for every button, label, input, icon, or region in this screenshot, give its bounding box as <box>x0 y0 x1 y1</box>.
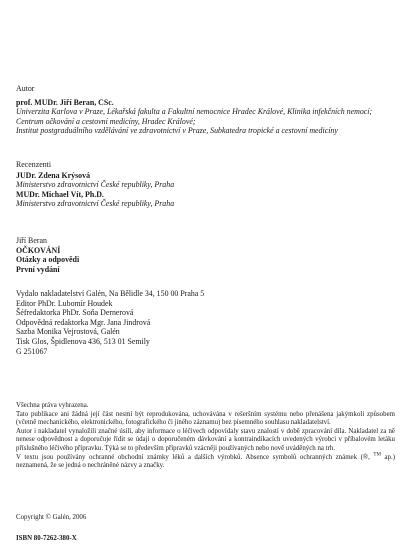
copyright <box>16 514 396 523</box>
reviewers-label: Recenzenti <box>16 160 52 169</box>
reproduction-notice: Tato publikace ani žádná její část nesmí být reprodukována, uchovávána v rešeršním systému nebo přenášena jakýmkoli způsobem (včetně mechanického, elektronického, fotografického či jiného záznamu) bez písemného souhlasu nakladatelství. <box>16 410 395 427</box>
book-author: Jiří Beran <box>16 236 47 245</box>
author-affiliation-1: Univerzita Karlova v Praze, Lékařská fakulta a Fakultní nemocnice Hradec Králové, Klinika infekčních nemocí; <box>16 107 373 117</box>
trademark-symbol: TM <box>373 452 381 458</box>
reviewer-1-affiliation: Ministerstvo zdravotnictví České republiky, Praha <box>16 180 175 190</box>
reviewer-2-name: MUDr. Michael Vít, Ph.D. <box>16 189 104 199</box>
chief-editor-line: Šéfredaktorka PhDr. Soňa Dernerová <box>16 308 134 318</box>
author-name: prof. MUDr. Jiří Beran, CSc. <box>16 97 114 107</box>
isbn-line: ISBN 80-7262-380-X <box>16 535 77 542</box>
rights-reserved: Všechna práva vyhrazena. <box>16 402 89 409</box>
typesetting-line: Sazba Monika Vejrostová, Galén <box>16 327 120 337</box>
author-affiliation-3: Institut postgraduálního vzdělávání ve zdravotnictví v Praze, Subkatedra tropické a cestovní medicíny <box>16 126 338 136</box>
editor-line: Editor PhDr. Lubomír Houdek <box>16 298 113 308</box>
reviewer-1-name: JUDr. Zdena Krýsová <box>16 170 91 180</box>
printer-line: Tisk Glos, Špidlenova 436, 513 01 Semily <box>16 336 150 346</box>
publisher-line: Vydalo nakladatelství Galén, Na Bělidle 34, 150 00 Praha 5 <box>16 289 205 298</box>
copyright-line: Copyright © Galén, 2006 <box>16 514 87 521</box>
trademark-notice-text-2: ap.) neznamená, že se jedná o nechráněné názvy a značky. <box>16 453 395 470</box>
author-label: Autor <box>16 84 35 93</box>
legal-notice <box>16 402 395 471</box>
reviewers-section <box>16 160 396 209</box>
trademark-notice-text-1: V textu jsou používány ochranné obchodní známky léků a dalších výrobků. Absence symbolů ochranných známek (®, <box>16 453 374 461</box>
drug-information-notice: Autor i nakladatel vynaložili značné úsilí, aby informace o léčivech odpovídaly stavu znalostí v době zpracování díla. Nakladatel za ně nenese odpovědnost a doporučuje řídit se údaji o doporučeném dávkování a kontraindikacích uvedených výrobci v příbalovém letáku příslušného léčivého přípravku. Týká se to především přípravků vzácněji používaných nebo nově uváděných na trh. <box>16 427 395 452</box>
responsible-editor-line: Odpovědná redaktorka Mgr. Jana Jindrová <box>16 317 151 327</box>
author-section <box>16 84 396 136</box>
book-title: OČKOVÁNÍ <box>16 245 61 255</box>
trademark-notice <box>16 454 395 471</box>
isbn <box>16 535 396 544</box>
book-edition: První vydání <box>16 264 60 274</box>
reviewer-2-affiliation: Ministerstvo zdravotnictví České republiky, Praha <box>16 199 175 209</box>
publishing-details <box>16 289 396 356</box>
book-subtitle: Otázky a odpovědi <box>16 255 80 265</box>
book-info <box>16 236 396 274</box>
publication-code: G 251067 <box>16 346 48 356</box>
author-affiliation-2: Centrum očkování a cestovní medicíny, Hradec Králové; <box>16 116 196 126</box>
